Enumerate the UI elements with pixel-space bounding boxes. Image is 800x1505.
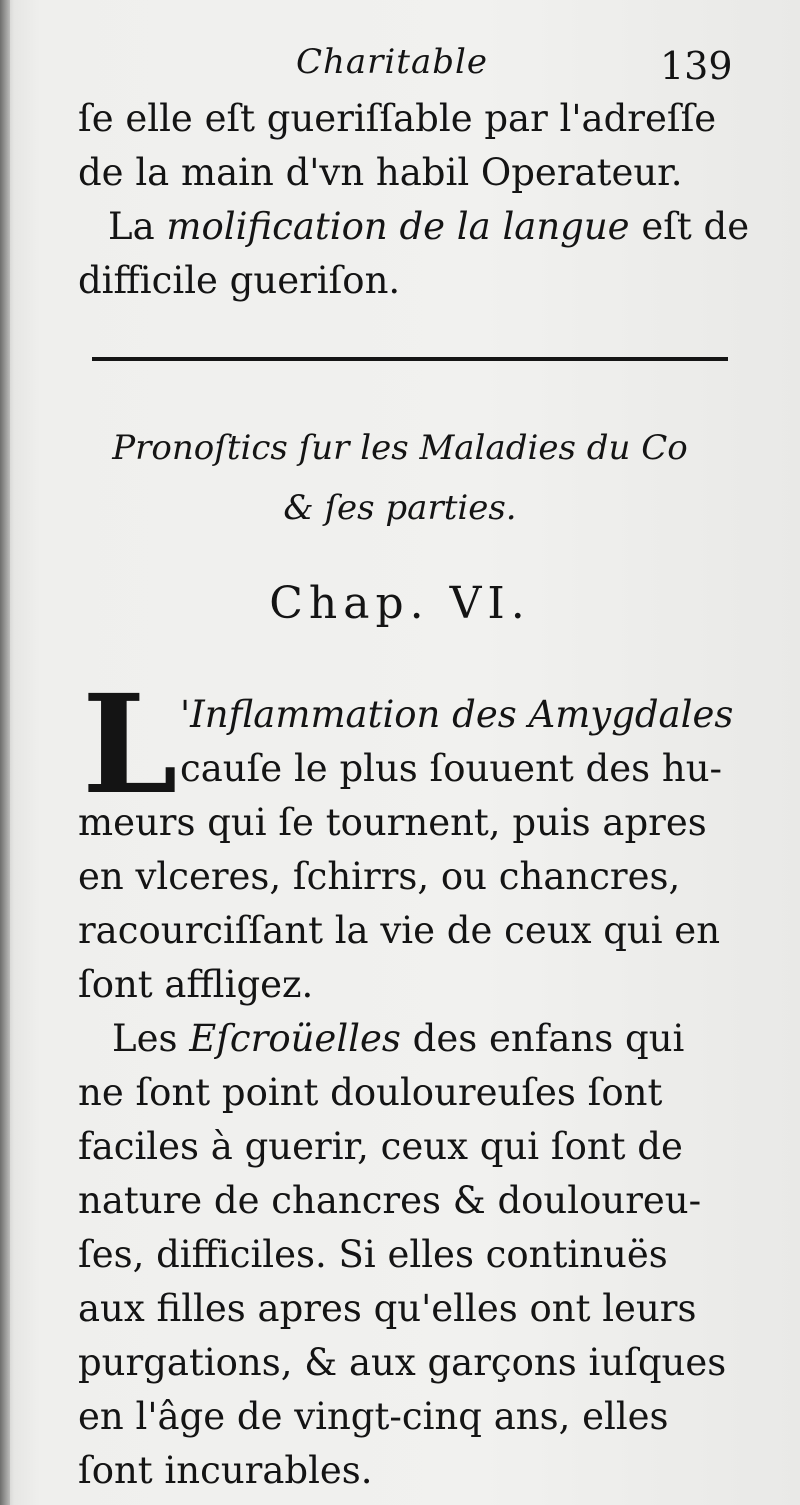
text-line: difficile gueriſon. [78,259,401,302]
page-number: 139 [660,44,733,88]
drop-cap: L [82,665,178,825]
text-line: ſont incurables. [78,1449,373,1492]
italic-term: molification de la langue [166,205,630,248]
text-line: meurs qui ſe tournent, puis apres [78,801,707,844]
text-line: purgations, & aux garçons iuſques [78,1341,727,1384]
text-line: ſes, difficiles. Si elles continuës [78,1233,668,1276]
text-line: ſe elle eſt gueriſſable par l'adreſſe [78,97,717,140]
section-title: & ſes parties. [283,488,517,528]
text-span: des enfans qui [400,1017,685,1060]
text-line: nature de chancres & douloureu- [78,1179,702,1222]
text-line: en l'âge de vingt-cinq ans, elles [78,1395,669,1438]
section-title: Pronoſtics ſur les Maladies du Co [112,428,688,468]
page-header [0,38,800,98]
running-head: Charitable [296,42,489,82]
text-span: La [108,205,167,248]
text-line [112,1012,772,1066]
chapter-heading: Chap. VI. [269,578,531,629]
text-line: ne ſont point douloureuſes ſont [78,1071,663,1114]
text-line: de la main d'vn habil Operateur. [78,151,683,194]
text-line: cauſe le plus ſouuent des hu- [180,747,723,790]
text-line: racourciſſant la vie de ceux qui en [78,909,721,952]
page-binding-edge [0,0,10,1505]
section-divider [92,357,728,361]
text-span: eſt de [629,205,750,248]
text-line: en vlceres, ſchirrs, ou chancres, [78,855,681,898]
text-line: 'Inflammation des Amygdales [180,693,734,736]
italic-term: Eſcroüelles [189,1017,401,1060]
text-line: ſont affligez. [78,963,314,1006]
text-line [108,200,768,254]
text-span: Les [112,1017,190,1060]
text-line: aux filles apres qu'elles ont leurs [78,1287,697,1330]
text-line: faciles à guerir, ceux qui ſont de [78,1125,683,1168]
